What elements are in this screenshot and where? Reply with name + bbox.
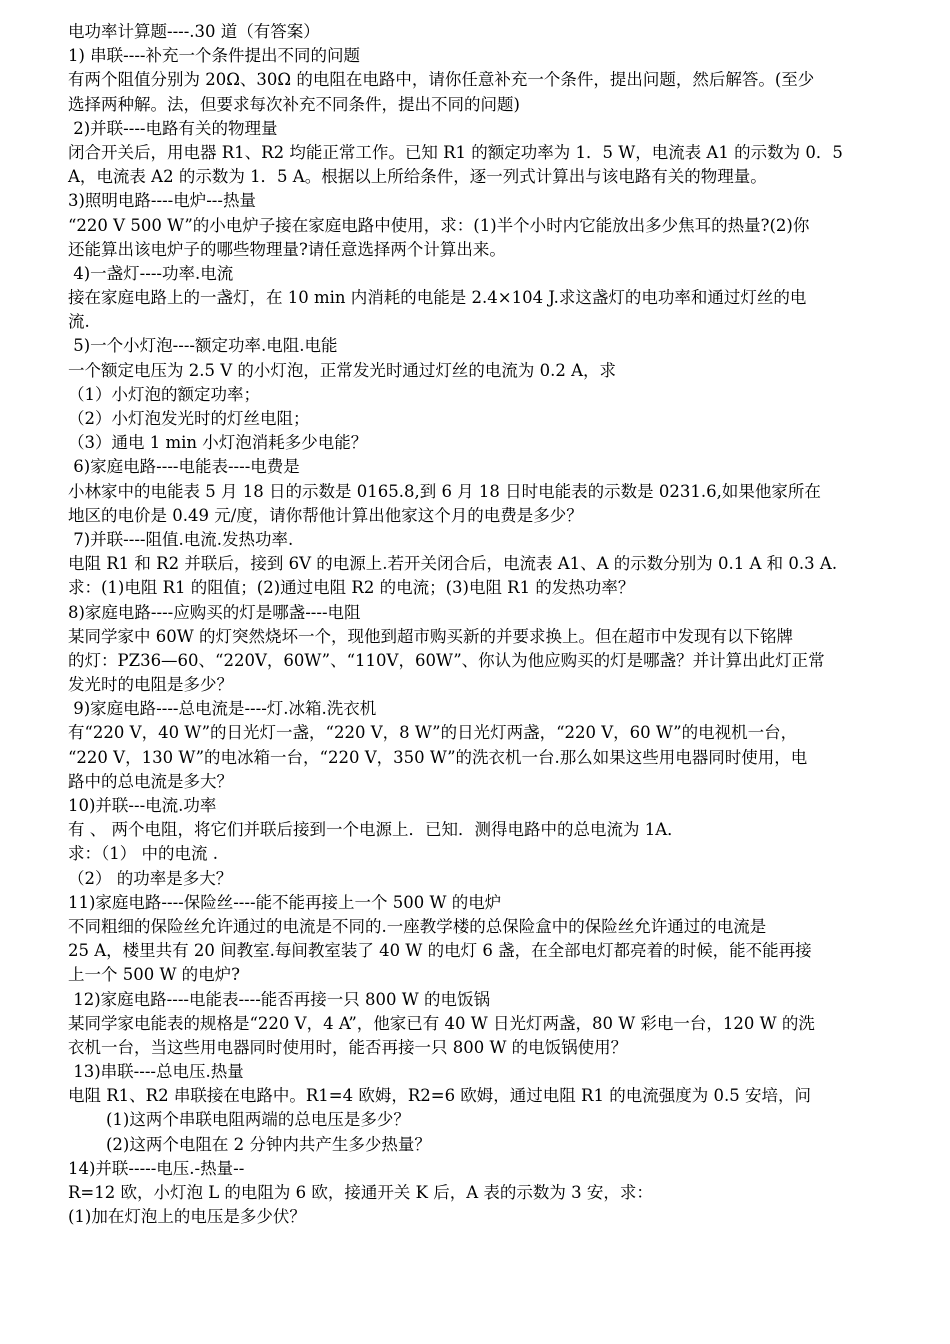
problem-9-text: “220 V，130 W”的电冰箱一台，“220 V，350 W”的洗衣机一台.那么如果这些用电器同时使用，电 <box>68 747 808 767</box>
problem-9-text: 有“220 V，40 W”的日光灯一盏，“220 V，8 W”的日光灯两盏，“220 V，60 W”的电视机一台， <box>68 723 798 743</box>
problem-5-text: 一个额定电压为 2.5 V 的小灯泡，正常发光时通过灯丝的电流为 0.2 A，求 <box>68 360 617 380</box>
problem-6-text: 小林家中的电能表 5 月 18 日的示数是 0165.8,到 6 月 18 日时电能表的示数是 0231.6,如果他家所在 <box>68 481 821 501</box>
problem-6-text: 地区的电价是 0.49 元/度，请你帮他计算出他家这个月的电费是多少？ <box>68 505 583 525</box>
problem-5-question: （2）小灯泡发光时的灯丝电阻； <box>68 409 310 428</box>
problem-11-text: 上一个 500 W 的电炉? <box>68 965 241 985</box>
problem-3-heading: 3)照明电路----电炉---热量 <box>68 191 256 211</box>
problem-1-heading: 1) 串联----补充一个条件提出不同的问题 <box>68 46 360 66</box>
problem-12-text: 衣机一台，当这些用电器同时使用时，能否再接一只 800 W 的电饭锅使用？ <box>68 1037 628 1057</box>
problem-4-text: 流. <box>68 312 90 332</box>
problem-2-text: A，电流表 A2 的示数为 1．5 A。根据以上所给条件，逐一列式计算出与该电路有关的物理量。 <box>68 167 767 187</box>
problem-11-heading: 11)家庭电路----保险丝----能不能再接上一个 500 W 的电炉 <box>68 892 502 912</box>
document-title: 电功率计算题----.30 道（有答案） <box>68 22 320 41</box>
problem-5-heading: 5)一个小灯泡----额定功率.电阻.电能 <box>68 336 338 356</box>
problem-6-heading: 6)家庭电路----电能表----电费是 <box>68 457 300 477</box>
problem-3-text: 还能算出该电炉子的哪些物理量?请任意选择两个计算出来。 <box>68 239 506 259</box>
problem-11-text: 不同粗细的保险丝允许通过的电流是不同的.一座教学楼的总保险盒中的保险丝允许通过的电流是 <box>68 916 767 936</box>
problem-13-question: (1)这两个串联电阻两端的总电压是多少？ <box>106 1110 410 1130</box>
problem-5-question: （1）小灯泡的额定功率； <box>68 384 260 404</box>
problem-10-heading: 10)并联---电流.功率 <box>68 796 217 815</box>
problem-7-text: 电阻 R1 和 R2 并联后，接到 6V 的电源上.若开关闭合后，电流表 A1、A 的示数分别为 0.1 A 和 0.3 A. <box>68 554 838 574</box>
problem-2-text: 闭合开关后，用电器 R1、R2 均能正常工作。已知 R1 的额定功率为 1．5 W，电流表 A1 的示数为 0．5 <box>68 142 843 162</box>
problem-8-text: 发光时的电阻是多少？ <box>68 675 233 695</box>
problem-9-text: 路中的总电流是多大？ <box>68 771 233 791</box>
problem-12-text: 某同学家电能表的规格是“220 V，4 A”，他家已有 40 W 日光灯两盏，80 W 彩电一台，120 W 的洗 <box>68 1013 815 1033</box>
problem-10-text: 有 、 两个电阻，将它们并联后接到一个电源上．已知．测得电路中的总电流为 1A． <box>68 820 684 840</box>
problem-14-text: R=12 欧，小灯泡 L 的电阻为 6 欧，接通开关 K 后，A 表的示数为 3 安，求： <box>68 1183 653 1202</box>
problem-13-question: (2)这两个电阻在 2 分钟内共产生多少热量？ <box>106 1134 431 1154</box>
problem-4-text: 接在家庭电路上的一盏灯，在 10 min 内消耗的电能是 2.4×104 J.求这盏灯的电功率和通过灯丝的电 <box>68 288 807 308</box>
problem-14-question: (1)加在灯泡上的电压是多少伏？ <box>68 1207 306 1227</box>
problem-10-question: 求：（1） 中的电流 . <box>68 844 218 864</box>
problem-8-text: 某同学家中 60W 的灯突然烧坏一个，现他到超市购买新的并要求换上。但在超市中发现有以下铭牌 <box>68 626 793 646</box>
problem-9-heading: 9)家庭电路----总电流是----灯.冰箱.洗衣机 <box>68 699 377 719</box>
document-page <box>68 20 888 1229</box>
problem-7-text: 求：(1)电阻 R1 的阻值；(2)通过电阻 R2 的电流；(3)电阻 R1 的发热功率？ <box>68 578 635 598</box>
problem-14-heading: 14)并联-----电压.-热量-- <box>68 1158 245 1178</box>
problem-11-text: 25 A，楼里共有 20 间教室.每间教室装了 40 W 的电灯 6 盏，在全部电灯都亮着的时候，能不能再接 <box>68 941 812 961</box>
problem-3-text: “220 V 500 W”的小电炉子接在家庭电路中使用，求：(1)半个小时内它能放出多少焦耳的热量?(2)你 <box>68 215 810 235</box>
problem-2-heading: 2)并联----电路有关的物理量 <box>68 118 278 138</box>
problem-4-heading: 4)一盏灯----功率.电流 <box>68 263 234 283</box>
problem-5-question: （3）通电 1 min 小灯泡消耗多少电能？ <box>68 433 368 453</box>
problem-1-text: 有两个阻值分别为 20Ω、30Ω 的电阻在电路中，请你任意补充一个条件，提出问题，然后解答。(至少 <box>68 70 815 90</box>
problem-1-text: 选择两种解。法，但要求每次补充不同条件，提出不同的问题) <box>68 94 520 114</box>
problem-13-heading: 13)串联----总电压.热量 <box>68 1062 244 1082</box>
problem-8-text: 的灯：PZ36—60、“220V，60W”、“110V，60W”、你认为他应购买的灯是哪盏？并计算出此灯正常 <box>68 650 825 670</box>
problem-8-heading: 8)家庭电路----应购买的灯是哪盏----电阻 <box>68 602 361 622</box>
problem-13-text: 电阻 R1、R2 串联接在电路中。R1=4 欧姆，R2=6 欧姆，通过电阻 R1 的电流强度为 0.5 安培，问 <box>68 1086 811 1106</box>
problem-7-heading: 7)并联----阻值.电流.发热功率. <box>68 529 294 549</box>
problem-12-heading: 12)家庭电路----电能表----能否再接一只 800 W 的电饭锅 <box>68 989 490 1009</box>
problem-10-question: （2） 的功率是多大？ <box>68 868 233 888</box>
